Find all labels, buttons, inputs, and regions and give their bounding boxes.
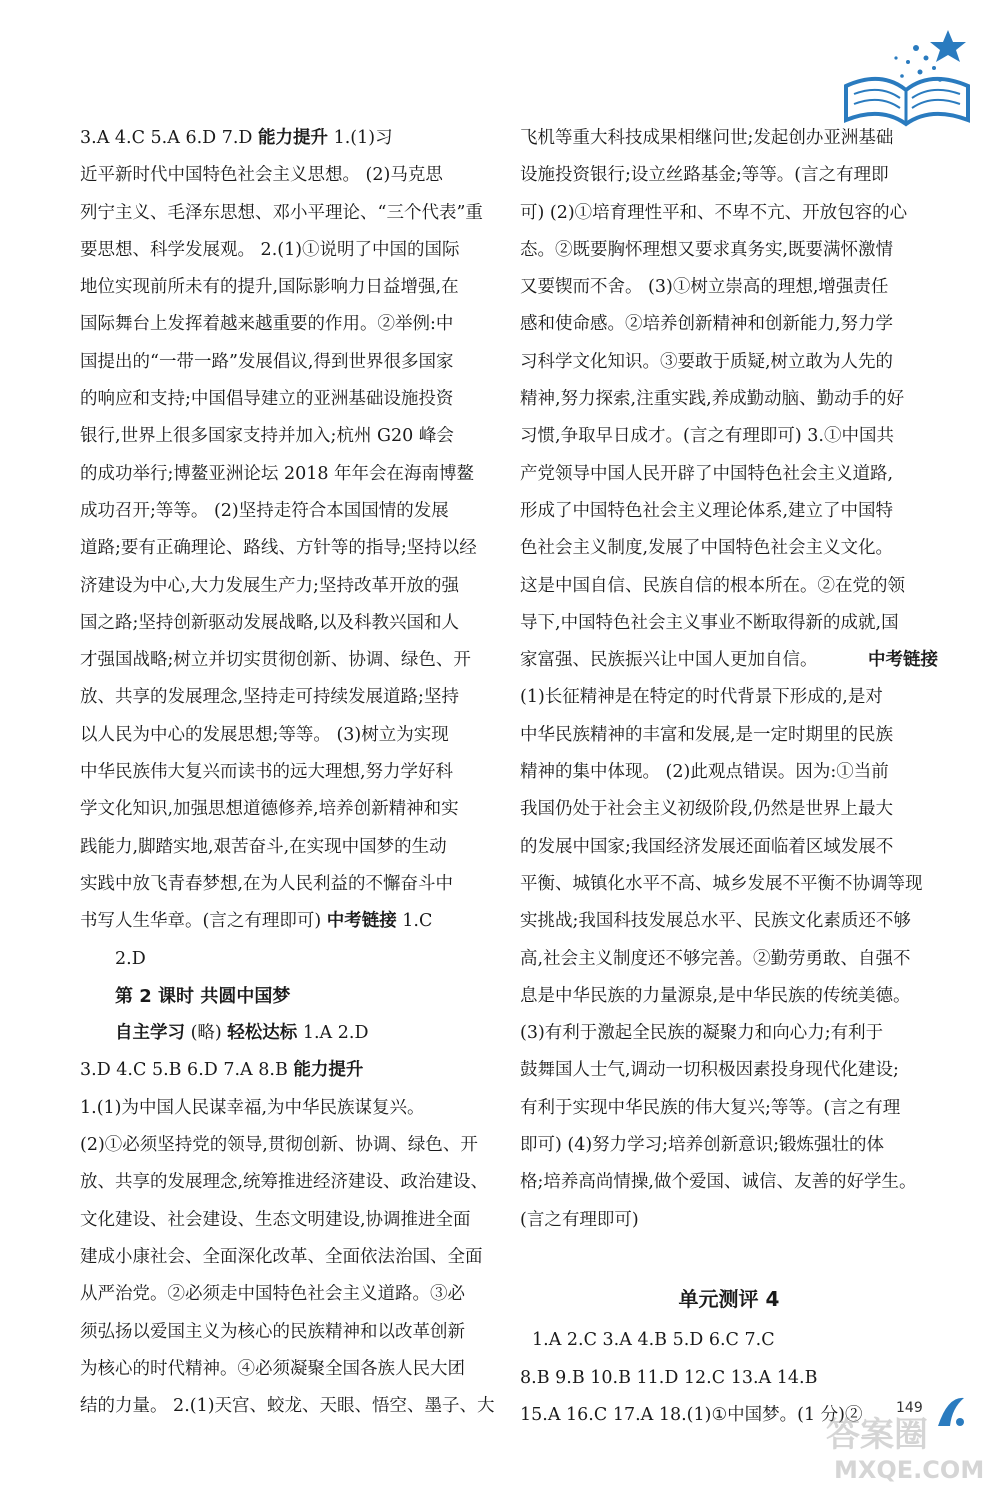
text-line: 产党领导中国人民开辟了中国特色社会主义道路, [520,463,894,484]
text-line: 鼓舞国人士气,调动一切积极因素投身现代化建设; [520,1060,899,1081]
text-line: 放、共享的发展理念,坚持走可持续发展道路;坚持 [80,687,459,708]
text-line: 中华民族精神的丰富和发展,是一定时期里的民族 [520,724,894,745]
text-line: 国之路;坚持创新驱动发展战略,以及科教兴国和人 [80,612,459,633]
text-line: 态。②既要胸怀理想又要求真务实,既要满怀激情 [520,239,894,260]
text-line: 习科学文化知识。③要敢于质疑,树立敢为人先的 [520,351,894,372]
text-line: 可) (2)①培育理性平和、不卑不亢、开放包容的心 [520,202,908,223]
text-line: 成功召开;等等。 (2)坚持走符合本国国情的发展 [80,500,449,521]
page-number: 149 [896,1400,923,1416]
book-stars-logo-icon [836,28,976,128]
text-line: 感和使命感。②培养创新精神和创新能力,努力学 [520,314,894,335]
text-line: 家富强、民族振兴让中国人更加自信。 中考链接 [520,650,938,671]
text-line: 结的力量。 2.(1)天宫、蛟龙、天眼、悟空、墨子、大 [80,1396,495,1417]
text-line: 的响应和支持;中国倡导建立的亚洲基础设施投资 [80,389,454,410]
text-line: 平衡、城镇化水平不高、城乡发展不平衡不协调等现 [520,873,923,894]
text-line: 列宁主义、毛泽东思想、邓小平理论、“三个代表”重 [80,202,483,223]
lesson-title: 第 2 课时 共圆中国梦 [115,985,291,1007]
text-line: 践能力,脚踏实地,艰苦奋斗,在实现中国梦的生动 [80,836,447,857]
answer-line: 8.B 9.B 10.B 11.D 12.C 13.A 14.B [520,1367,818,1388]
watermark-logo-icon [820,1408,990,1488]
text-line: 息是中华民族的力量源泉,是中华民族的传统美德。 [520,985,911,1006]
answer-line: 15.A 16.C 17.A 18.(1)①中国梦。(1 分)② [520,1404,863,1425]
text-line: 国际舞台上发挥着越来越重要的作用。②举例:中 [80,314,454,335]
text-line: 即可) (4)努力学习;培养创新意识;锻炼强壮的体 [520,1135,884,1156]
text-line: 又要锲而不舍。 (3)①树立崇高的理想,增强责任 [520,277,889,298]
text-line: 济建设为中心,大力发展生产力;坚持改革开放的强 [80,575,459,596]
unit-test-title: 单元测评 4 [678,1286,780,1311]
text-line: 高,社会主义制度还不够完善。②勤劳勇敢、自强不 [520,948,911,969]
text-line: 3.D 4.C 5.B 6.D 7.A 8.B 能力提升 [80,1060,364,1081]
text-line: 我国仍处于社会主义初级阶段,仍然是世界上最大 [520,799,894,820]
text-line: 2.D [115,948,146,969]
left-column [80,120,498,1425]
text-line: (言之有理即可) [520,1209,639,1230]
watermark-title: 答案圈 [826,1415,928,1455]
text-line: (1)长征精神是在特定的时代背景下形成的,是对 [520,687,883,708]
text-line: 这是中国自信、民族自信的根本所在。②在党的领 [520,575,905,596]
text-line: 精神,努力探索,注重实践,养成勤动脑、勤动手的好 [520,389,905,410]
text-line: 飞机等重大科技成果相继问世;发起创办亚洲基础 [520,128,894,148]
text-line: 为核心的时代精神。④必须凝聚全国各族人民大团 [80,1358,465,1379]
text-line: 中华民族伟大复兴而读书的远大理想,努力学好科 [80,762,454,783]
text-line: 色社会主义制度,发展了中国特色社会主义文化。 [520,538,894,559]
text-line: 有利于实现中华民族的伟大复兴;等等。(言之有理 [520,1097,901,1118]
text-line: 道路;要有正确理论、路线、方针等的指导;坚持以经 [80,538,477,559]
text-line: 格;培养高尚情操,做个爱国、诚信、友善的好学生。 [520,1172,917,1193]
text-line: 近平新时代中国特色社会主义思想。 (2)马克思 [80,165,443,186]
text-line: 以人民为中心的发展思想;等等。 (3)树立为实现 [80,724,449,745]
text-line: 书写人生华章。(言之有理即可) 中考链接 1.C [80,911,433,932]
text-line: 习惯,争取早日成才。(言之有理即可) 3.①中国共 [520,426,894,447]
text-line: (3)有利于激起全民族的凝聚力和向心力;有利于 [520,1023,884,1044]
text-line: 银行,世界上很多国家支持并加入;杭州 G20 峰会 [80,426,454,447]
text-line: 实挑战;我国科技发展总水平、民族文化素质还不够 [520,911,911,932]
text-line: 国提出的“一带一路”发展倡议,得到世界很多国家 [80,351,454,372]
text-line: 放、共享的发展理念,统筹推进经济建设、政治建设、 [80,1172,489,1193]
text-line: 的成功举行;博鳌亚洲论坛 2018 年年会在海南博鳌 [80,463,475,484]
text-line: 实践中放飞青春梦想,在为人民利益的不懈奋斗中 [80,873,454,894]
answer-line: 1.A 2.C 3.A 4.B 5.D 6.C 7.C [532,1330,775,1351]
text-line: 导下,中国特色社会主义事业不断取得新的成就,国 [520,612,899,633]
right-column [520,120,938,1434]
text-line: 学文化知识,加强思想道德修养,培养创新精神和实 [80,799,459,820]
text-line: 要思想、科学发展观。 2.(1)①说明了中国的国际 [80,239,460,260]
text-line: 从严治党。②必须走中国特色社会主义道路。③必 [80,1284,465,1305]
text-line: 3.A 4.C 5.A 6.D 7.D 能力提升 1.(1)习 [80,128,393,148]
text-line: 设施投资银行;设立丝路基金;等等。(言之有理即 [520,165,889,186]
text-line: 建成小康社会、全面深化改革、全面依法治国、全面 [80,1246,483,1267]
text-line: 形成了中国特色社会主义理论体系,建立了中国特 [520,500,894,521]
text-line: 的发展中国家;我国经济发展还面临着区域发展不 [520,836,894,857]
watermark-url: MXQE.COM [834,1456,985,1484]
text-line: (2)①必须坚持党的领导,贯彻创新、协调、绿色、开 [80,1135,478,1156]
text-line: 文化建设、社会建设、生态文明建设,协调推进全面 [80,1209,471,1230]
text-line: 须弘扬以爱国主义为核心的民族精神和以改革创新 [80,1321,465,1342]
text-line: 地位实现前所未有的提升,国际影响力日益增强,在 [80,277,459,298]
text-line: 自主学习 (略) 轻松达标 1.A 2.D [115,1023,369,1044]
text-line: 1.(1)为中国人民谋幸福,为中华民族谋复兴。 [80,1097,425,1118]
text-line: 才强国战略;树立并切实贯彻创新、协调、绿色、开 [80,650,471,671]
text-line: 精神的集中体现。 (2)此观点错误。因为:①当前 [520,762,889,783]
